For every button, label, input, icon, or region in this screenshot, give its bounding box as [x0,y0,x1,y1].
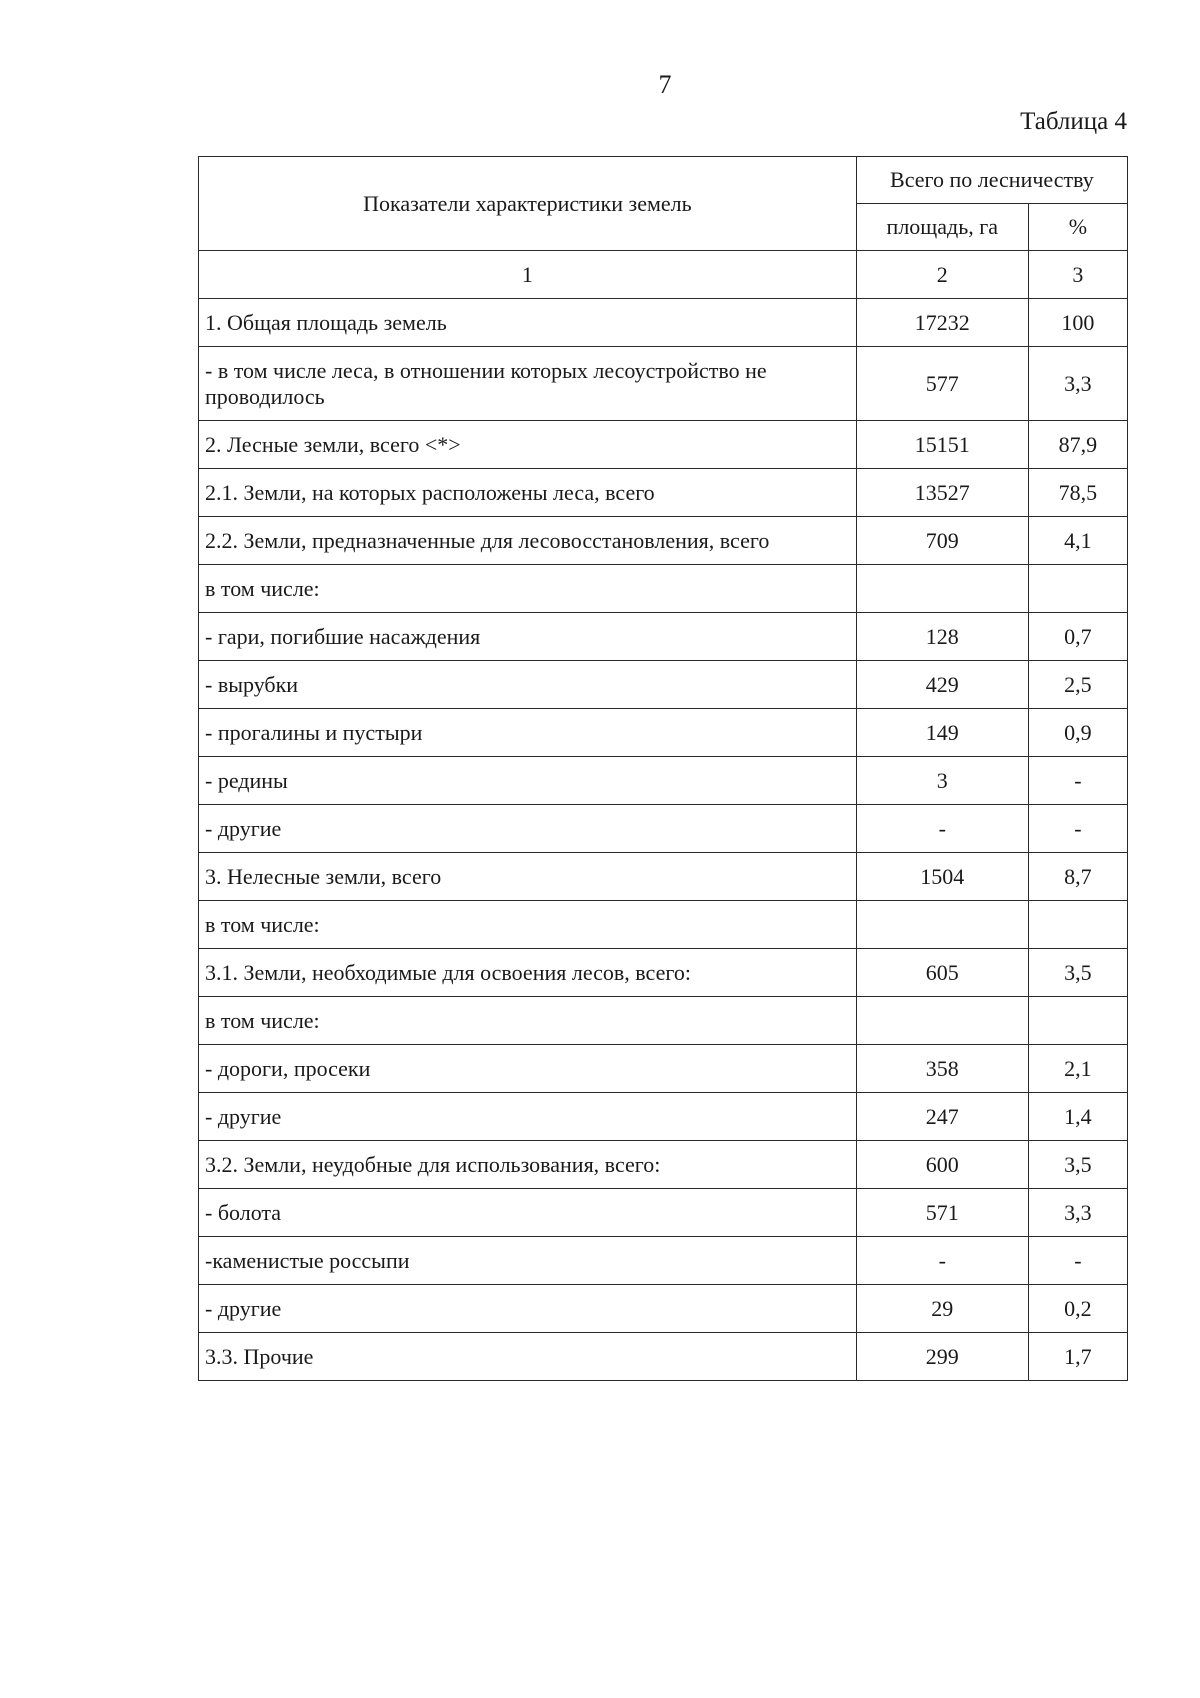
row-percent: 78,5 [1028,469,1127,517]
row-area: 600 [856,1141,1028,1189]
row-label: 3.3. Прочие [199,1333,857,1381]
row-area: - [856,805,1028,853]
row-label: 2. Лесные земли, всего <*> [199,421,857,469]
row-percent: 3,5 [1028,1141,1127,1189]
table-row [199,949,1128,997]
table-row [199,565,1128,613]
row-label: - вырубки [199,661,857,709]
row-area: 17232 [856,299,1028,347]
row-label: - в том числе леса, в отношении которых лесоустройство не проводилось [199,347,857,421]
row-area: 577 [856,347,1028,421]
table-row [199,1141,1128,1189]
table-body [199,299,1128,1381]
row-area: 3 [856,757,1028,805]
row-area: 571 [856,1189,1028,1237]
row-percent: 4,1 [1028,517,1127,565]
table-row [199,347,1128,421]
row-label: -каменистые россыпи [199,1237,857,1285]
row-percent: 2,5 [1028,661,1127,709]
row-percent: 3,5 [1028,949,1127,997]
row-label: 3.2. Земли, неудобные для использования, всего: [199,1141,857,1189]
row-label: в том числе: [199,901,857,949]
table-row [199,517,1128,565]
row-percent [1028,901,1127,949]
row-percent [1028,565,1127,613]
table-row [199,757,1128,805]
row-label: - дороги, просеки [199,1045,857,1093]
table-row [199,299,1128,347]
row-percent: 87,9 [1028,421,1127,469]
row-area: 247 [856,1093,1028,1141]
row-label: 2.2. Земли, предназначенные для лесовосстановления, всего [199,517,857,565]
row-area: 429 [856,661,1028,709]
row-area: 299 [856,1333,1028,1381]
table-row [199,1237,1128,1285]
row-label: в том числе: [199,997,857,1045]
row-percent: 0,2 [1028,1285,1127,1333]
row-area [856,901,1028,949]
table-row [199,1093,1128,1141]
table-row [199,853,1128,901]
row-percent: 3,3 [1028,1189,1127,1237]
row-area: 13527 [856,469,1028,517]
row-label: 3.1. Земли, необходимые для освоения лесов, всего: [199,949,857,997]
row-area [856,565,1028,613]
table-row [199,421,1128,469]
row-area: 149 [856,709,1028,757]
table-row [199,661,1128,709]
row-label: - прогалины и пустыри [199,709,857,757]
header-pct-column: % [1028,204,1127,251]
row-label: 1. Общая площадь земель [199,299,857,347]
row-area: 1504 [856,853,1028,901]
table-row [199,613,1128,661]
row-label: - гари, погибшие насаждения [199,613,857,661]
row-area: 605 [856,949,1028,997]
row-area [856,997,1028,1045]
column-number-1: 1 [199,251,857,299]
table-row [199,1285,1128,1333]
row-area: 29 [856,1285,1028,1333]
row-area: 358 [856,1045,1028,1093]
row-percent: 3,3 [1028,347,1127,421]
page-number: 7 [658,70,672,99]
table-row [199,1333,1128,1381]
row-label: - болота [199,1189,857,1237]
row-label: - другие [199,1285,857,1333]
row-area: 709 [856,517,1028,565]
row-label: 3. Нелесные земли, всего [199,853,857,901]
table-row [199,1189,1128,1237]
table-row [199,901,1128,949]
row-percent: - [1028,805,1127,853]
row-percent: - [1028,757,1127,805]
row-label: - другие [199,805,857,853]
row-label: - редины [199,757,857,805]
table-row [199,805,1128,853]
row-area: - [856,1237,1028,1285]
row-percent: 100 [1028,299,1127,347]
row-percent [1028,997,1127,1045]
table-row [199,997,1128,1045]
land-characteristics-table [198,156,1128,1381]
row-label: в том числе: [199,565,857,613]
table-row [199,709,1128,757]
row-area: 15151 [856,421,1028,469]
row-percent: 8,7 [1028,853,1127,901]
header-group: Всего по лесничеству [856,157,1127,204]
table-row [199,1045,1128,1093]
row-percent: 0,7 [1028,613,1127,661]
column-number-3: 3 [1028,251,1127,299]
table-row [199,469,1128,517]
row-percent: 1,7 [1028,1333,1127,1381]
column-number-2: 2 [856,251,1028,299]
row-percent: 0,9 [1028,709,1127,757]
row-percent: 2,1 [1028,1045,1127,1093]
header-label-column: Показатели характеристики земель [199,157,857,251]
header-area-column: площадь, га [856,204,1028,251]
row-percent: 1,4 [1028,1093,1127,1141]
table-caption: Таблица 4 [1020,108,1127,135]
row-percent: - [1028,1237,1127,1285]
row-label: 2.1. Земли, на которых расположены леса, всего [199,469,857,517]
row-label: - другие [199,1093,857,1141]
row-area: 128 [856,613,1028,661]
